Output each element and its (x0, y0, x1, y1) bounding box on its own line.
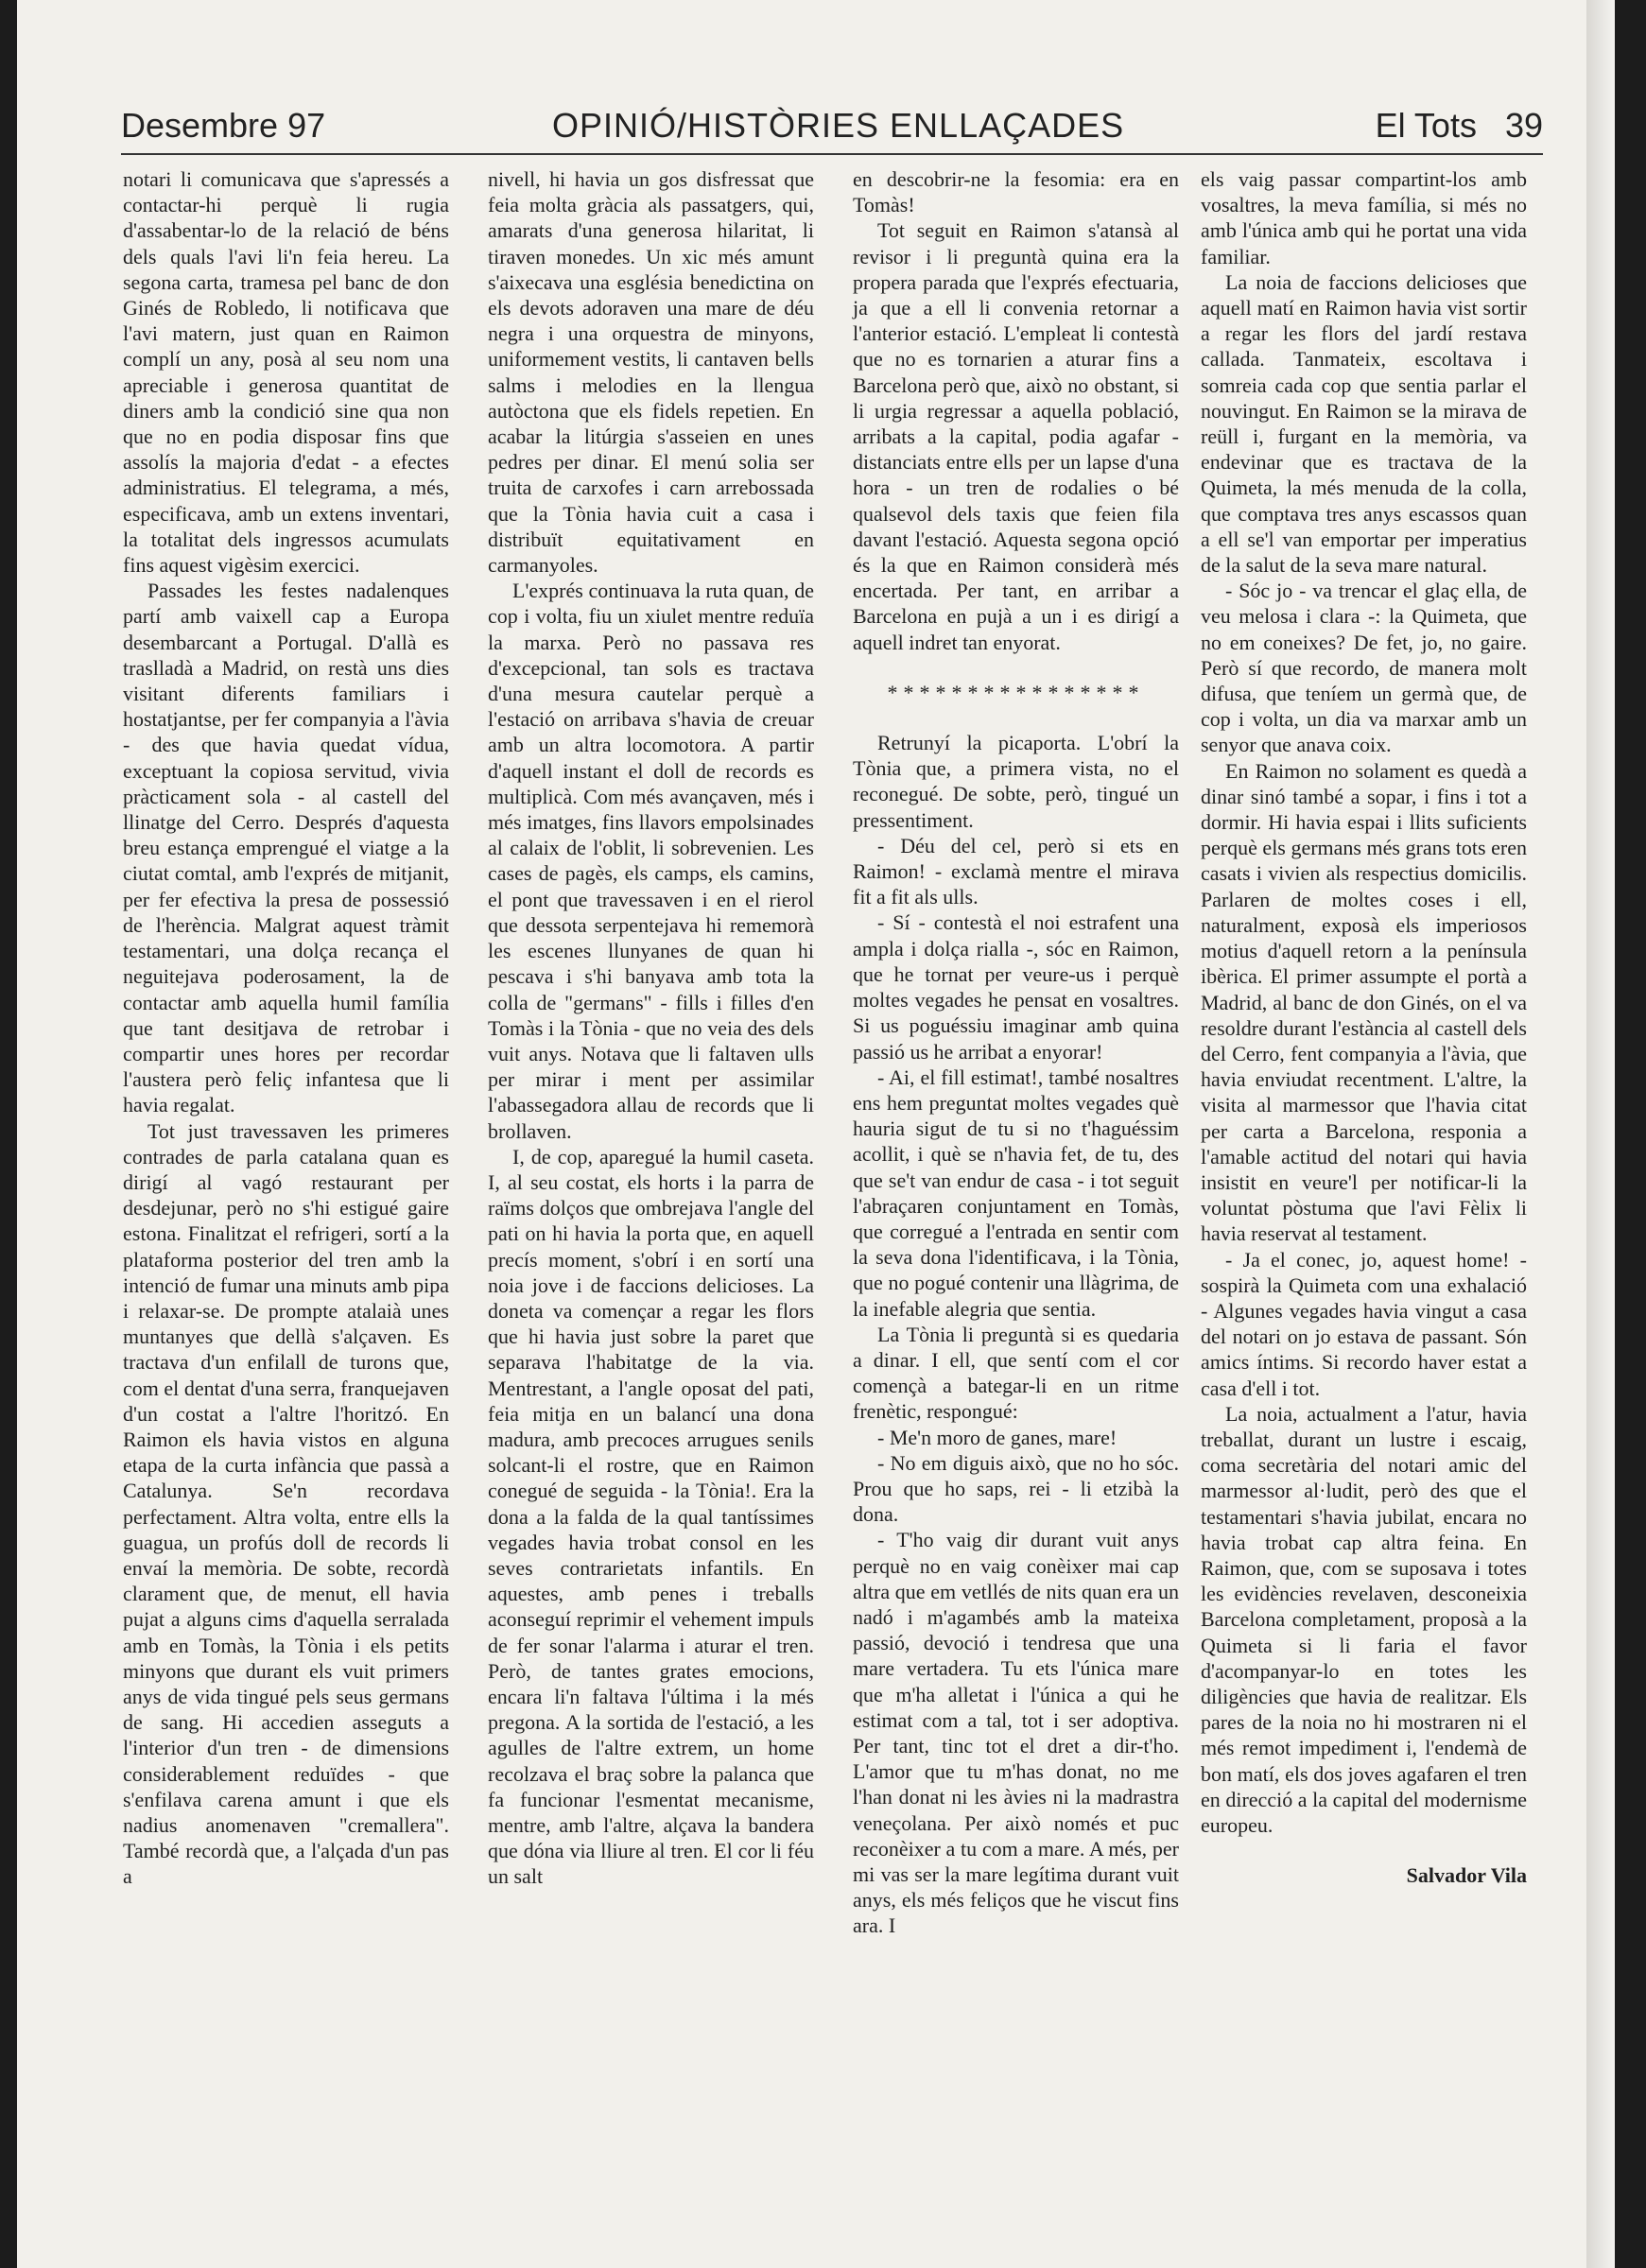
article-column-4 (1201, 166, 1527, 1888)
paragraph: Tot just travessaven les primeres contrades de parla catalana quan es dirigí al vagó restaurant per desdejunar, però no s'hi estigué gaire estona. Finalitzat el refrigeri, sortí a la plataforma posterior del tren amb la intenció de fumar una minuts amb pipa i relaxar-se. De prompte atalaià unes muntanyes que dellà s'alçaven. Es tractava d'un enfilall de turons que, com el dentat d'una serra, franquejaven d'un costat a l'altre l'horitzó. En Raimon els havia vistos en alguna etapa de la curta infància que passà a Catalunya. Se'n recordava perfectament. Altra volta, entre ells la guagua, un profús doll de records li envaí la memòria. De sobte, recordà clarament que, de menut, ell havia pujat a alguns cims d'aquella serralada amb en Tomàs, la Tònia i els petits minyons que durant els vuit primers anys de vida tingué pels seus germans de sang. Hi accedien asseguts a l'interior d'un tren - de dimensions considerablement reduïdes - que s'enfilava carena amunt i que els nadius anomenaven "cremallera". També recordà que, a l'alçada d'un pas a (123, 1118, 449, 1889)
paragraph: I, de cop, aparegué la humil caseta. I, al seu costat, els horts i la parra de raïms dolços que ombrejava l'angle del pati on hi havia la porta que, en aquell precís moment, s'obrí i en sortí una noia jove i de faccions delicioses. La doneta va començar a regar les flors que hi havia just sobre la paret que separava l'habitatge de la via. Mentrestant, a l'angle oposat del pati, feia mitja en un balancí una dona madura, amb precoces arrugues senils solcant-li el rostre, que en Raimon conegué de seguida - la Tònia!. Era la dona a la falda de la qual tantíssimes vegades havia trobat consol en les seves contrarietats infantils. En aquestes, amb penes i treballs aconseguí reprimir el vehement impuls de fer sonar l'alarma i aturar el tren. Però, de tantes grates emocions, encara li'n faltava l'última i la més pregona. A la sortida de l'estació, a les agulles de l'altre extrem, un home recolzava el braç sobre la palanca que fa funcionar l'esmentat mecanisme, mentre, amb l'altre, alçava la bandera que dóna via lliure al tren. El cor li féu un salt (488, 1144, 814, 1889)
paragraph: els vaig passar compartint-los amb vosaltres, la meva família, si més no amb l'única amb qui he portat una vida familiar. (1201, 167, 1527, 268)
paragraph: En Raimon no solament es quedà a dinar sinó també a sopar, i fins i tot a dormir. Hi havia espai i llits suficients perquè els germans més grans tots eren casats i vivien als respectius domicilis. Parlaren de moltes coses i ell, naturalment, exposà els imperiosos motius d'aquell retorn a la península ibèrica. El primer assumpte el portà a Madrid, al banc de don Ginés, on el va resoldre durant l'estància al castell dels del Cerro, fent companyia a l'àvia, que havia enviudat recentment. L'altre, la visita al marmessor que l'havia citat per carta a Barcelona, responia a l'amable actitud del notari qui havia insistit en veure'l per notificar-li la voluntat pòstuma que l'avi Fèlix li havia reservat al testament. (1201, 758, 1527, 1246)
paragraph: Tot seguit en Raimon s'atansà al revisor i li preguntà quina era la propera parada que l'exprés efectuaria, ja que a ell li convenia retornar a l'anterior estació. L'empleat li contestà que no es tornarien a aturar fins a Barcelona però que, això no obstant, si li urgia regressar a aquella població, arribats a la capital, podia agafar - distanciats entre ells per un lapse d'una hora - un tren de rodalies o bé qualsevol dels taxis que feien fila davant l'estació. Aquesta segona opció és la que en Raimon considerà més encertada. Per tant, en arribar a Barcelona en pujà a un i es dirigí a aquell indret tan enyorat. (853, 218, 1179, 654)
article-column-3 (853, 166, 1179, 1939)
header-section-title: OPINIÓ/HISTÒRIES ENLLAÇADES (552, 106, 1125, 145)
paragraph: La noia de faccions delicioses que aquell matí en Raimon havia vist sortir a regar les flors del jardí restava callada. Tanmateix, escoltava i somreia cada cop que sentia parlar el nouvingut. En Raimon se la mirava de reüll i, furgant en la memòria, va endevinar que es tractava de la Quimeta, la més menuda de la colla, que comptava tres anys escassos quan a ell se'l van emportar per imperatius de la salut de la seva mare natural. (1201, 269, 1527, 578)
paragraph: - Ai, el fill estimat!, també nosaltres ens hem preguntat moltes vegades què hauria sigut de tu si no t'haguéssim acollit, i què se n'havia fet, de tu, des que se't van endur de casa - i tot seguit l'abraçaren conjuntament en Tomàs, que corregué a l'entrada en sentir com la seva dona l'identificava, i la Tònia, que no pogué contenir una llàgrima, de la inefable alegria que sentia. (853, 1065, 1179, 1321)
paragraph: - Ja el conec, jo, aquest home! - sospirà la Quimeta com una exhalació - Algunes vegades havia vingut a casa del notari on jo estava de passant. Són amics íntims. Si recordo haver estat a casa d'ell i tot. (1201, 1247, 1527, 1400)
paragraph: - Sí - contestà el noi estrafent una ampla i dolça rialla -, sóc en Raimon, que he tornat per veure-us i perquè moltes vegades he pensat en vosaltres. Si us poguéssiu imaginar amb quina passió us he arribat a enyorar! (853, 910, 1179, 1064)
paragraph: L'exprés continuava la ruta quan, de cop i volta, fiu un xiulet mentre reduïa la marxa. Però no passava res d'excepcional, tan sols es tractava d'una mesura cautelar perquè a l'estació on arribava s'havia de creuar amb un altra locomotora. A partir d'aquell instant el doll de records es multiplicà. Com més avançaven, més i més imatges, fins llavors empolsinades al calaix de l'oblit, li sobrevenien. Les cases de pagès, els camps, els camins, el pont que travessaven i en el rierol que dessota serpentejava hi rememorà les escenes llunyanes de quan hi pescava i s'hi banyava amb tota la colla de "germans" - fills i filles d'en Tomàs i la Tònia - que no veia des dels vuit anys. Notava que li faltaven ulls per mirar i ment per assimilar l'abassegadora allau de records que li brollaven. (488, 579, 814, 1143)
paragraph: Passades les festes nadalenques partí amb vaixell cap a Europa desembarcant a Portugal. D'allà es traslladà a Madrid, on restà uns dies visitant diferents familiars i hostatjantse, per fer companyia a l'àvia - des que havia quedat vídua, exceptuant la copiosa servitud, vivia pràcticament sola - al castell del llinatge del Cerro. Després d'aquesta breu estança emprengué el viatge a la ciutat comtal, amb l'exprés de mitjanit, per fer efectiva la presa de possessió de l'herència. Malgrat aquest tràmit testamentari, una dolça recança el neguitejava poderosament, la de contactar amb aquella humil família que tant desitjava de retrobar i compartir unes hores per recordar l'austera però feliç infantesa que li havia regalat. (123, 579, 449, 1117)
newspaper-page (17, 0, 1615, 2268)
paragraph: en descobrir-ne la fesomia: era en Tomàs! (853, 167, 1179, 217)
article-column-2 (488, 166, 814, 1890)
header-publication-page: El Tots 39 (1375, 106, 1543, 145)
paragraph: Retrunyí la picaporta. L'obrí la Tònia que, a primera vista, no el reconegué. De sobte, però, tingué un pressentiment. (853, 731, 1179, 832)
paragraph: - Sóc jo - va trencar el glaç ella, de veu melosa i clara -: la Quimeta, que no em coneixes? De fet, jo, no gaire. Però sí que recordo, de manera molt difusa, que teníem un germà que, de cop i volta, un dia va marxar amb un senyor que anava coix. (1201, 579, 1527, 757)
paragraph: notari li comunicava que s'apressés a contactar-hi perquè li rugia d'assabentar-lo de la relació de béns dels quals l'avi li'n feia hereu. La segona carta, tramesa pel banc de don Ginés de Robledo, li notificava que l'avi matern, just quan en Raimon complí un any, posà al seu nom una apreciable i generosa quantitat de diners amb la condició sine qua non que no en podia disposar fins que assolís la majoria d'edat - a efectes administratius. El telegrama, a més, especificava, amb un extens inventari, la totalitat dels ingressos acumulats fins aquest vigèsim exercici. (123, 167, 449, 578)
page-binding-edge (1586, 0, 1615, 2268)
paragraph: nivell, hi havia un gos disfressat que feia molta gràcia als passatgers, qui, amarats d'una generosa hilaritat, li tiraven monedes. Un xic més amunt s'aixecava una església benedictina on els devots adoraven una mare de déu negra i una orquestra de minyons, uniformement vestits, li cantaven bells salms i melodies en la llengua autòctona que els fidels repetien. En acabar la litúrgia s'asseien en unes pedres per dinar. El menú solia ser truita de carxofes i carn arrebossada que la Tònia havia cuit a casa i distribuït equitativament en carmanyoles. (488, 167, 814, 578)
author-signature: Salvador Vila (1406, 1863, 1527, 1888)
paragraph: - No em diguis això, que no ho sóc. Prou que ho saps, rei - li etzibà la dona. (853, 1450, 1179, 1527)
article-column-1 (123, 166, 449, 1890)
header-rule (121, 153, 1543, 155)
paragraph: - Déu del cel, però si ets en Raimon! - exclamà mentre el mirava fit a fit als ulls. (853, 833, 1179, 909)
paragraph: - Me'n moro de ganes, mare! (877, 1425, 1118, 1449)
paragraph: La noia, actualment a l'atur, havia treballat, durant un lustre i escaig, coma secretària del notari amic del marmessor al·ludit, però des que el testamentari s'havia jubilat, encara no havia trobat cap altra feina. En Raimon, que, com se suposava i totes les evidències revelaven, desconeixia Barcelona completament, proposà a la Quimeta si li faria el favor d'acompanyar-lo en totes les diligències que havia de realitzar. Els pares de la noia no hi mostraren ni el més remot impediment i, l'endemà de bon matí, els dos joves agafaren el tren en direcció a la capital del modernisme europeu. (1201, 1401, 1527, 1837)
page-header (121, 106, 1543, 153)
paragraph: - T'ho vaig dir durant vuit anys perquè no en vaig conèixer mai cap altra que em vetllés de nits quan era un nadó i m'agambés amb la mateixa passió, devoció i tendresa que una mare vertadera. Tu ets l'única mare que m'ha alletat i l'única a qui he estimat com a tal, tot i ser adoptiva. Per tant, tinc tot el dret a dir-t'ho. L'amor que tu m'has donat, no me l'han donat ni les àvies ni la madrastra veneçolana. Per això només et puc reconèixer a tu com a mare. A més, per mi vas ser la mare legítima durant vuit anys, els més feliços que he viscut fins ara. I (853, 1528, 1179, 1938)
paragraph: La Tònia li preguntà si es quedaria a dinar. I ell, que sentí com el cor començà a bategar-li en un ritme frenètic, respongué: (853, 1322, 1179, 1424)
header-date: Desembre 97 (121, 106, 326, 145)
section-separator: **************** (887, 680, 1145, 704)
